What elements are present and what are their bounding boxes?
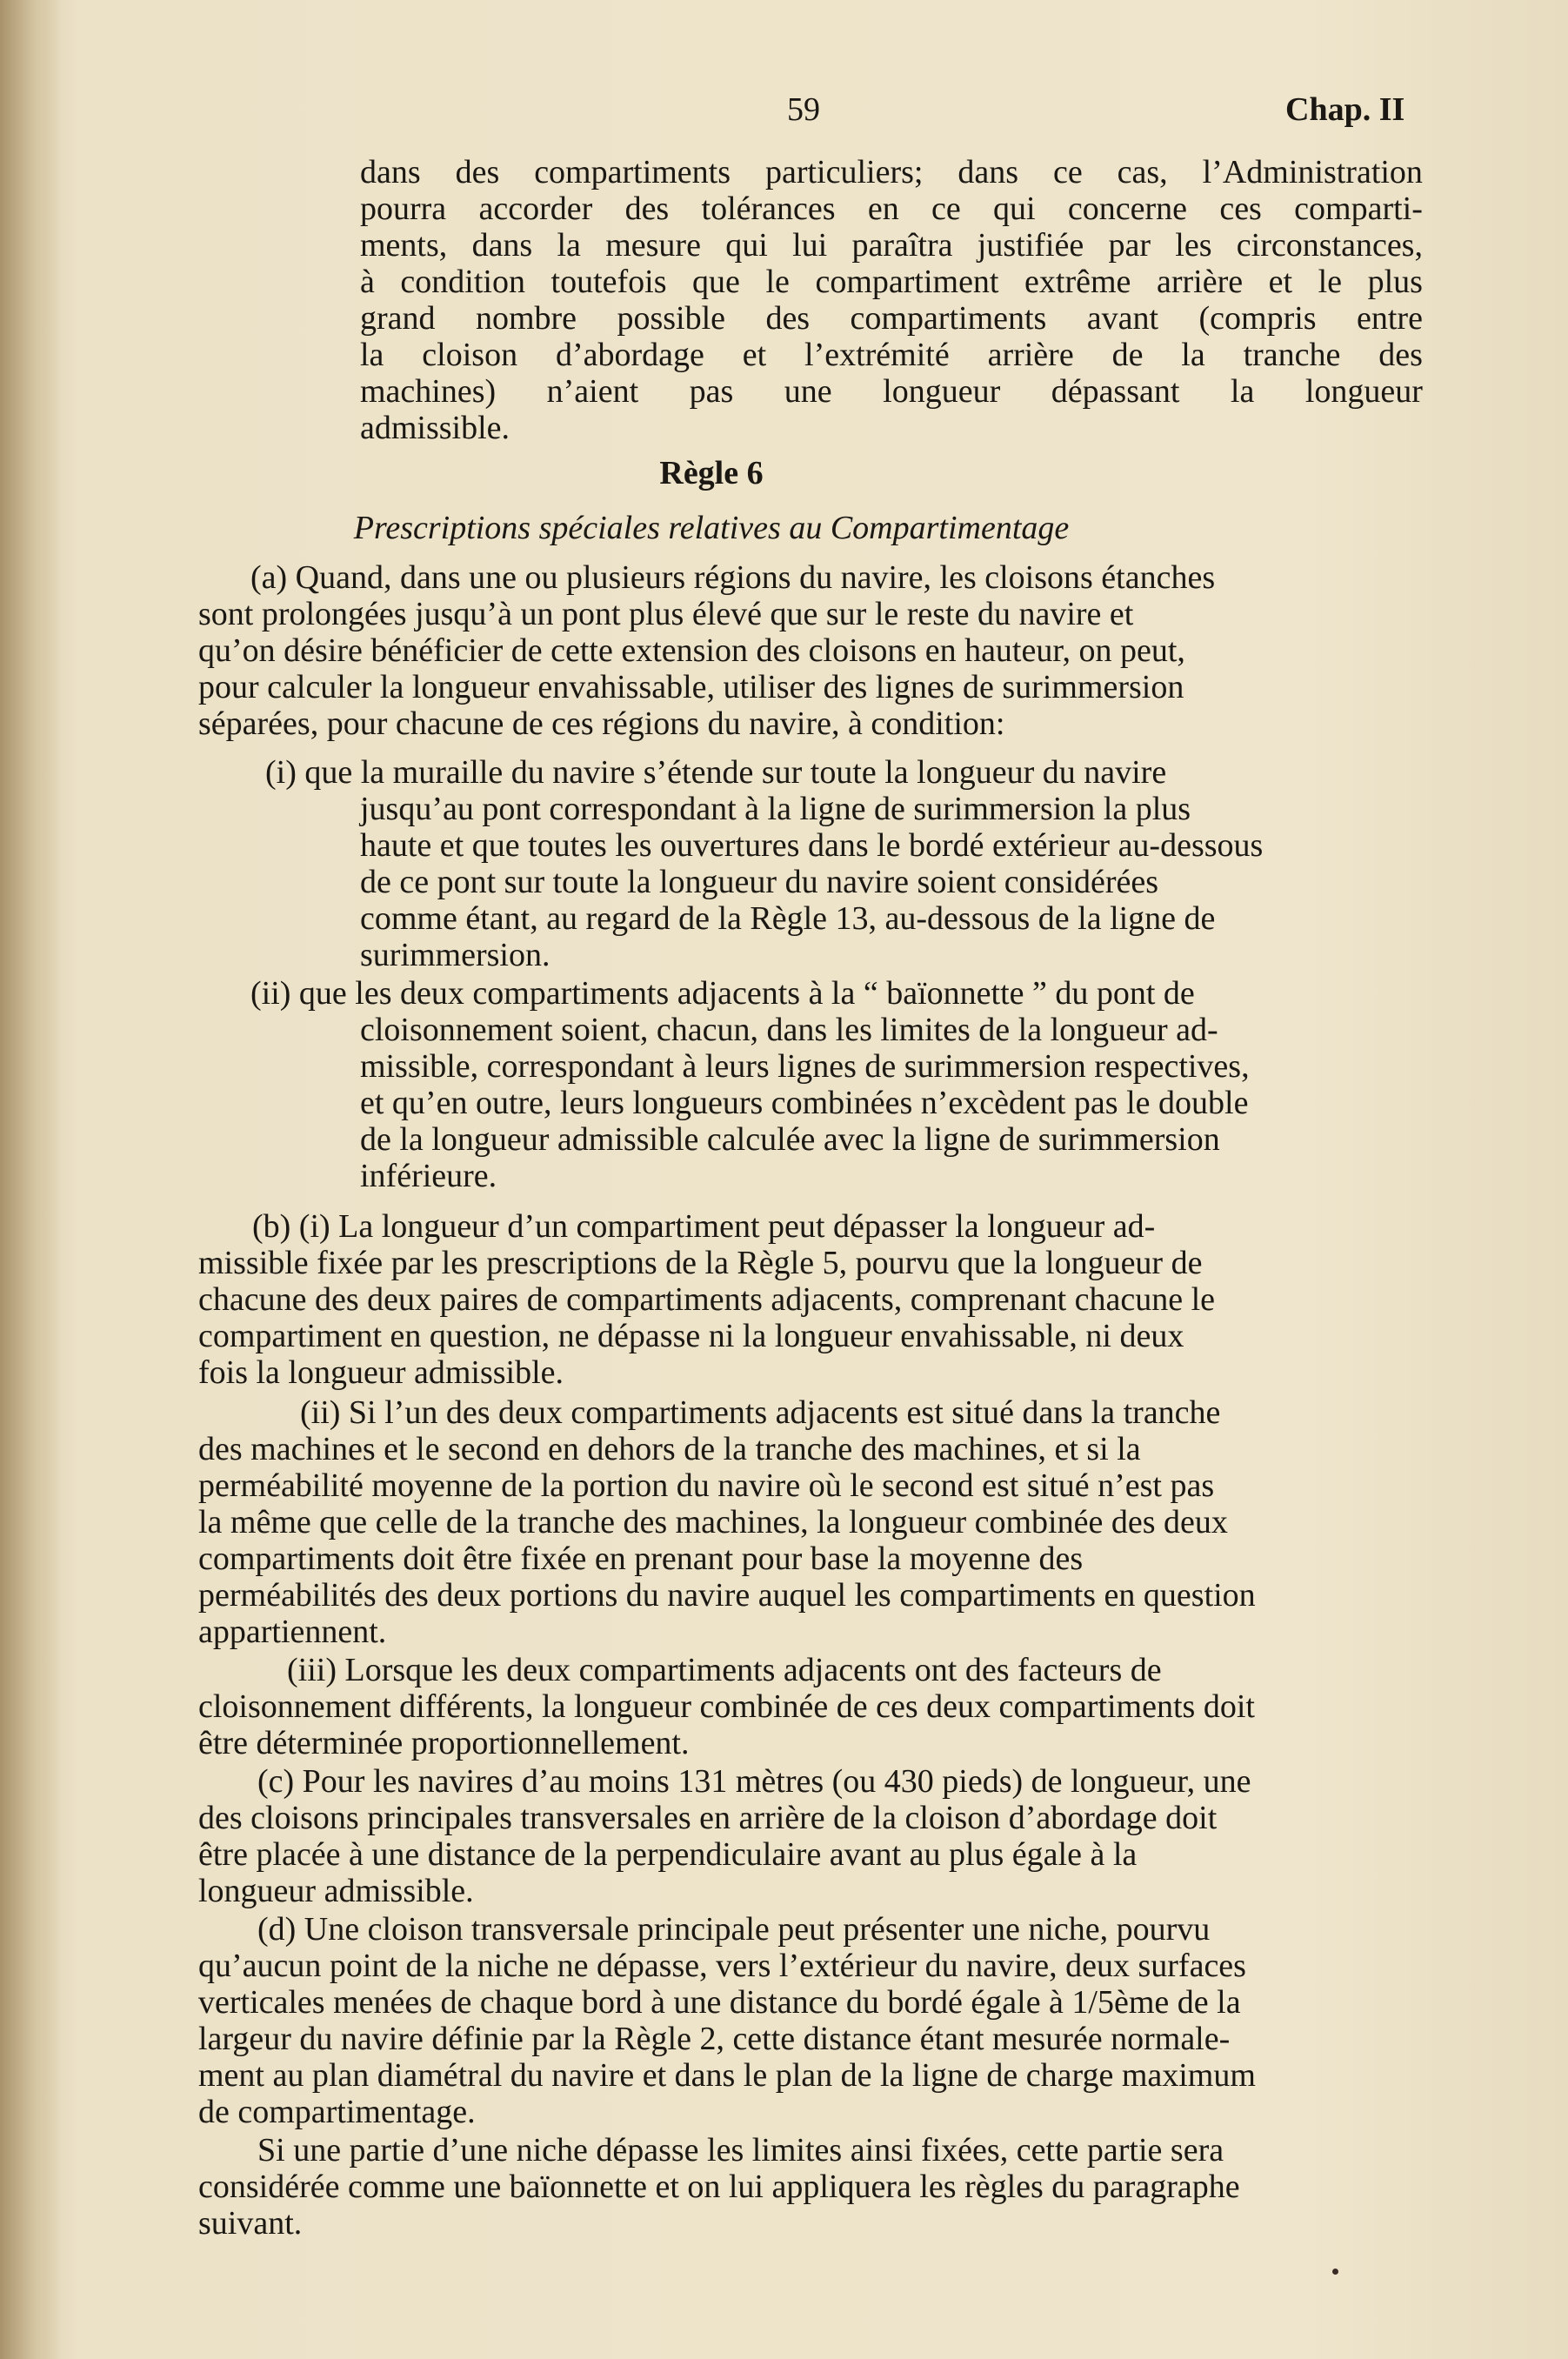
text-line: admissible. — [360, 410, 510, 446]
text-line: qu’on désire bénéficier de cette extension des cloisons en hauteur, on peut, — [198, 632, 1185, 669]
book-gutter-shadow — [0, 0, 61, 2359]
text-line: (i) que la muraille du navire s’étende sur toute la longueur du navire — [265, 754, 1167, 791]
text-line: considérée comme une baïonnette et on lui appliquera les règles du paragraphe — [198, 2169, 1240, 2205]
text-line: inférieure. — [360, 1158, 497, 1194]
text-line: fois la longueur admissible. — [198, 1354, 564, 1391]
text-line: (c) Pour les navires d’au moins 131 mètres (ou 430 pieds) de longueur, une — [257, 1763, 1251, 1800]
text-line: la même que celle de la tranche des machines, la longueur combinée des deux — [198, 1504, 1228, 1540]
page-number: 59 — [787, 91, 820, 128]
text-line: de la longueur admissible calculée avec la ligne de surimmersion — [360, 1121, 1220, 1158]
text-line: largeur du navire définie par la Règle 2, cette distance étant mesurée normale- — [198, 2021, 1231, 2057]
text-line: dans des compartiments particuliers; dans ce cas, l’Administration — [360, 154, 1423, 190]
text-line: pourra accorder des tolérances en ce qui concerne ces comparti- — [360, 190, 1423, 227]
text-line: longueur admissible. — [198, 1873, 474, 1909]
text-line: (ii) Si l’un des deux compartiments adjacents est situé dans la tranche — [300, 1394, 1221, 1431]
rule-subtitle: Prescriptions spéciales relatives au Compartimentage — [353, 510, 1070, 546]
text-line: (d) Une cloison transversale principale peut présenter une niche, pourvu — [257, 1911, 1211, 1948]
text-line: pour calculer la longueur envahissable, utiliser des lignes de surimmersion — [198, 669, 1184, 705]
text-line: compartiment en question, ne dépasse ni la longueur envahissable, ni deux — [198, 1318, 1184, 1354]
text-line: ment au plan diamétral du navire et dans le plan de la ligne de charge maximum — [198, 2057, 1256, 2094]
text-line: des machines et le second en dehors de la tranche des machines, et si la — [198, 1431, 1141, 1467]
text-line: missible, correspondant à leurs lignes de surimmersion respectives, — [360, 1048, 1250, 1085]
ink-speck — [1332, 2269, 1338, 2275]
text-line: (ii) que les deux compartiments adjacents à la “ baïonnette ” du pont de — [250, 975, 1195, 1012]
text-line: de ce pont sur toute la longueur du navire soient considérées — [360, 864, 1159, 900]
text-line: (a) Quand, dans une ou plusieurs régions du navire, les cloisons étanches — [250, 559, 1216, 596]
text-line: compartiments doit être fixée en prenant pour base la moyenne des — [198, 1540, 1084, 1577]
text-line: perméabilité moyenne de la portion du navire où le second est situé n’est pas — [198, 1467, 1215, 1504]
text-line: qu’aucun point de la niche ne dépasse, vers l’extérieur du navire, deux surfaces — [198, 1948, 1246, 1984]
text-line: être déterminée proportionnellement. — [198, 1725, 690, 1761]
text-line: jusqu’au pont correspondant à la ligne de surimmersion la plus — [360, 791, 1191, 827]
text-line: ments, dans la mesure qui lui paraîtra justifiée par les circonstances, — [360, 227, 1423, 264]
text-line: (b) (i) La longueur d’un compartiment peut dépasser la longueur ad- — [252, 1208, 1156, 1245]
text-line: à condition toutefois que le compartiment extrême arrière et le plus — [360, 264, 1423, 300]
text-line: sont prolongées jusqu’à un pont plus élevé que sur le reste du navire et — [198, 596, 1134, 632]
text-line: missible fixée par les prescriptions de la Règle 5, pourvu que la longueur de — [198, 1245, 1203, 1281]
text-line: comme étant, au regard de la Règle 13, au-dessous de la ligne de — [360, 900, 1216, 937]
text-line: suivant. — [198, 2205, 303, 2242]
text-line: appartiennent. — [198, 1614, 387, 1650]
text-line: des cloisons principales transversales en arrière de la cloison d’abordage doit — [198, 1800, 1218, 1836]
chapter-label: Chap. II — [1285, 91, 1405, 128]
text-line: machines) n’aient pas une longueur dépassant la longueur — [360, 373, 1423, 410]
text-line: chacune des deux paires de compartiments adjacents, comprenant chacune le — [198, 1281, 1216, 1318]
text-line: séparées, pour chacune de ces régions du navire, à condition: — [198, 705, 1005, 742]
text-line: cloisonnement différents, la longueur combinée de ces deux compartiments doit — [198, 1688, 1255, 1725]
text-line: grand nombre possible des compartiments avant (compris entre — [360, 300, 1423, 337]
text-line: cloisonnement soient, chacun, dans les limites de la longueur ad- — [360, 1012, 1218, 1048]
text-line: être placée à une distance de la perpendiculaire avant au plus égale à la — [198, 1836, 1138, 1873]
text-line: la cloison d’abordage et l’extrémité arrière de la tranche des — [360, 337, 1423, 373]
text-line: haute et que toutes les ouvertures dans le bordé extérieur au-dessous — [360, 827, 1264, 864]
text-line: perméabilités des deux portions du navire auquel les compartiments en question — [198, 1577, 1256, 1614]
text-line: verticales menées de chaque bord à une distance du bordé égale à 1/5ème de la — [198, 1984, 1241, 2021]
text-line: surimmersion. — [360, 937, 550, 973]
text-line: de compartimentage. — [198, 2094, 476, 2130]
text-line: et qu’en outre, leurs longueurs combinées n’excèdent pas le double — [360, 1085, 1249, 1121]
text-line: Si une partie d’une niche dépasse les limites ainsi fixées, cette partie sera — [257, 2132, 1224, 2169]
text-line: (iii) Lorsque les deux compartiments adjacents ont des facteurs de — [287, 1652, 1162, 1688]
rule-title: Règle 6 — [659, 455, 764, 491]
